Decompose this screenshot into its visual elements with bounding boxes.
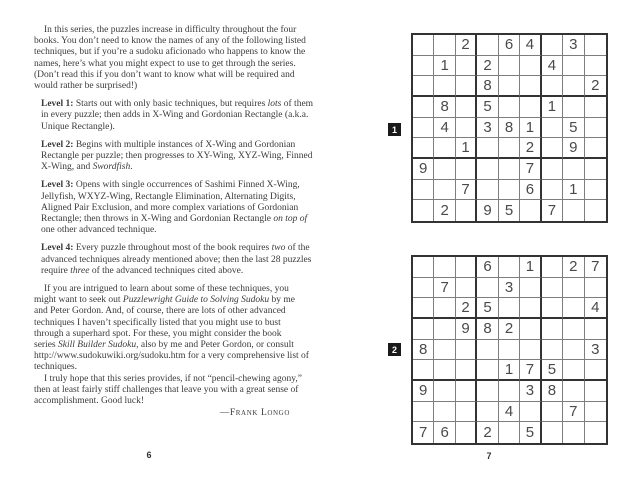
- sudoku-cell: [499, 76, 520, 97]
- sudoku-cell: [542, 422, 563, 443]
- sudoku-cell: [542, 319, 563, 340]
- puzzle-2-label: 2: [388, 343, 401, 356]
- sudoku-cell: 3: [477, 118, 498, 139]
- sudoku-cell: 6: [499, 35, 520, 56]
- sudoku-cell: 5: [477, 97, 498, 118]
- sudoku-cell: 3: [585, 340, 606, 361]
- sudoku-cell: [563, 159, 584, 180]
- sudoku-cell: 8: [413, 340, 434, 361]
- sudoku-cell: 2: [456, 298, 477, 319]
- sudoku-cell: [413, 76, 434, 97]
- sudoku-cell: [434, 298, 455, 319]
- sudoku-cell: 4: [499, 402, 520, 423]
- left-page-text: [34, 25, 322, 420]
- sudoku-cell: [434, 138, 455, 159]
- sudoku-cell: [520, 402, 541, 423]
- sudoku-cell: [499, 340, 520, 361]
- sudoku-cell: [542, 340, 563, 361]
- sudoku-cell: [434, 35, 455, 56]
- sudoku-cell: [585, 138, 606, 159]
- sudoku-cell: [563, 422, 584, 443]
- sudoku-cell: 5: [520, 422, 541, 443]
- sudoku-cell: 1: [520, 257, 541, 278]
- sudoku-cell: [499, 257, 520, 278]
- sudoku-cell: [499, 159, 520, 180]
- level-2-paragraph: Level 2: Begins with multiple instances of X-Wing and Gordonian Rectangle per puzzle; then progresses to XY-Wing, XYZ-Wing, Finned X-Wing, and Swordfish.: [41, 139, 313, 173]
- sudoku-cell: [456, 159, 477, 180]
- sudoku-cell: [542, 35, 563, 56]
- sudoku-cell: [413, 56, 434, 77]
- sudoku-cell: [413, 257, 434, 278]
- sudoku-cell: [477, 381, 498, 402]
- sudoku-cell: [563, 298, 584, 319]
- sudoku-cell: [542, 257, 563, 278]
- sudoku-cell: [413, 402, 434, 423]
- sudoku-cell: [563, 56, 584, 77]
- sudoku-cell: 7: [520, 159, 541, 180]
- level-1-paragraph: Level 1: Starts out with only basic techniques, but requires lots of them in every puzzle; then adds in X-Wing and Gordonian Rectangle (a.k.a. Unique Rectangle).: [41, 99, 314, 132]
- sudoku-cell: [542, 118, 563, 139]
- sudoku-cell: [585, 381, 606, 402]
- sudoku-cell: [434, 257, 455, 278]
- sudoku-cell: 9: [563, 138, 584, 159]
- sudoku-cell: [434, 159, 455, 180]
- sudoku-cell: [542, 159, 563, 180]
- sudoku-cell: [477, 159, 498, 180]
- sudoku-cell: 1: [456, 138, 477, 159]
- sudoku-cell: [585, 278, 606, 299]
- sudoku-cell: 4: [585, 298, 606, 319]
- sudoku-cell: 2: [499, 319, 520, 340]
- sudoku-cell: [520, 76, 541, 97]
- sudoku-cell: [456, 422, 477, 443]
- sudoku-cell: [585, 56, 606, 77]
- sudoku-cell: 9: [413, 159, 434, 180]
- sudoku-cell: 8: [477, 319, 498, 340]
- sudoku-cell: [585, 422, 606, 443]
- sudoku-cell: [499, 381, 520, 402]
- sudoku-cell: 2: [477, 422, 498, 443]
- sudoku-cell: [456, 56, 477, 77]
- sudoku-cell: [542, 76, 563, 97]
- sudoku-cell: [477, 340, 498, 361]
- sudoku-cell: [456, 76, 477, 97]
- sudoku-cell: 7: [563, 402, 584, 423]
- sudoku-cell: [563, 319, 584, 340]
- sudoku-cell: 9: [413, 381, 434, 402]
- sudoku-cell: [542, 138, 563, 159]
- sudoku-cell: [456, 340, 477, 361]
- sudoku-cell: [520, 56, 541, 77]
- sudoku-cell: 4: [520, 35, 541, 56]
- sudoku-cell: [434, 381, 455, 402]
- resources-paragraph: If you are intrigued to learn about some of these techniques, you might want to seek out Puzzlewright Guide to Solving Sudoku by me and Peter Gordon. And, of course, there are lots of other advanced techniques I haven’t specifically listed that you might use to bust through a superhard spot. For these, you might consider the book series Skill Builder Sudoku, also by me and Peter Gordon, or consult http://www.sudokuwiki.org/sudoku.htm for a very comprehensive list of techniques.: [34, 284, 309, 373]
- sudoku-cell: [413, 360, 434, 381]
- sudoku-cell: [585, 200, 606, 221]
- sudoku-cell: 1: [499, 360, 520, 381]
- sudoku-cell: 6: [477, 257, 498, 278]
- sudoku-cell: [477, 402, 498, 423]
- sudoku-cell: [499, 97, 520, 118]
- sudoku-cell: [499, 422, 520, 443]
- sudoku-cell: [499, 56, 520, 77]
- sudoku-cell: 8: [499, 118, 520, 139]
- sudoku-cell: [477, 360, 498, 381]
- sudoku-cell: 6: [434, 422, 455, 443]
- sudoku-cell: [456, 97, 477, 118]
- sudoku-cell: 1: [563, 180, 584, 201]
- sudoku-cell: 2: [456, 35, 477, 56]
- sudoku-cell: [585, 159, 606, 180]
- sudoku-cell: [434, 340, 455, 361]
- sudoku-cell: [563, 381, 584, 402]
- sudoku-cell: 3: [563, 35, 584, 56]
- sudoku-cell: 2: [477, 56, 498, 77]
- sudoku-cell: 4: [542, 56, 563, 77]
- sudoku-cell: [413, 118, 434, 139]
- sudoku-cell: 5: [477, 298, 498, 319]
- sudoku-cell: [434, 402, 455, 423]
- page-number-left: 6: [146, 450, 152, 460]
- page-number-right: 7: [486, 451, 492, 461]
- sudoku-cell: [434, 319, 455, 340]
- sudoku-cell: 7: [585, 257, 606, 278]
- level-3-paragraph: Level 3: Opens with single occurrences of Sashimi Finned X-Wing, Jellyfish, WXYZ-Wing, Rectangle Elimination, Alternating Digits, Aligned Pair Exclusion, and more complex variations of Gordonian Rectangle; then throws in X-Wing and Gordonian Rectangle on top of one other advanced technique.: [41, 180, 308, 236]
- sudoku-cell: 2: [563, 257, 584, 278]
- sudoku-cell: [520, 298, 541, 319]
- sudoku-cell: [477, 180, 498, 201]
- sudoku-cell: [585, 180, 606, 201]
- sudoku-cell: [413, 319, 434, 340]
- sudoku-cell: [456, 257, 477, 278]
- sudoku-cell: [563, 360, 584, 381]
- sudoku-cell: [456, 118, 477, 139]
- sudoku-cell: 1: [434, 56, 455, 77]
- sudoku-cell: [413, 35, 434, 56]
- sudoku-cell: [413, 180, 434, 201]
- level-4-paragraph: Level 4: Every puzzle throughout most of the book requires two of the advanced techniques already mentioned above; then the last 28 puzzles require three of the advanced techniques cited above.: [41, 243, 312, 276]
- sudoku-cell: 1: [520, 118, 541, 139]
- sudoku-cell: [413, 97, 434, 118]
- closing-paragraph: I truly hope that this series provides, if not “pencil-chewing agony,” then at least fairly stiff challenges that leave you with a great sense of accomplishment. Good luck!: [34, 373, 302, 407]
- sudoku-cell: [413, 298, 434, 319]
- sudoku-cell: 5: [542, 360, 563, 381]
- sudoku-cell: [563, 200, 584, 221]
- sudoku-cell: [434, 76, 455, 97]
- sudoku-cell: [585, 319, 606, 340]
- sudoku-cell: [563, 97, 584, 118]
- sudoku-cell: [585, 97, 606, 118]
- sudoku-cell: [499, 138, 520, 159]
- sudoku-cell: 9: [477, 200, 498, 221]
- sudoku-cell: [499, 180, 520, 201]
- sudoku-cell: 8: [477, 76, 498, 97]
- sudoku-cell: [520, 278, 541, 299]
- sudoku-cell: 9: [456, 319, 477, 340]
- sudoku-cell: [456, 200, 477, 221]
- sudoku-cell: [542, 180, 563, 201]
- sudoku-cell: [477, 278, 498, 299]
- sudoku-cell: [520, 340, 541, 361]
- sudoku-cell: 4: [434, 118, 455, 139]
- sudoku-cell: [413, 200, 434, 221]
- intro-paragraph: In this series, the puzzles increase in difficulty throughout the four books. You don’t need to know the names of any of the following listed techniques, but if you’re a sudoku aficionado who happens to know the names, here’s what you might expect to use to get through the series. (Don’t read this if you don’t want to know what will be required and would rather be surprised!): [34, 25, 306, 92]
- sudoku-cell: 2: [520, 138, 541, 159]
- sudoku-cell: 3: [520, 381, 541, 402]
- sudoku-cell: 6: [520, 180, 541, 201]
- sudoku-cell: [563, 278, 584, 299]
- sudoku-cell: [413, 278, 434, 299]
- sudoku-cell: 7: [542, 200, 563, 221]
- sudoku-cell: [542, 278, 563, 299]
- sudoku-cell: [434, 360, 455, 381]
- sudoku-cell: 7: [520, 360, 541, 381]
- sudoku-cell: 3: [499, 278, 520, 299]
- sudoku-cell: [585, 402, 606, 423]
- sudoku-cell: [542, 402, 563, 423]
- sudoku-cell: 2: [434, 200, 455, 221]
- sudoku-cell: [456, 278, 477, 299]
- sudoku-cell: [456, 360, 477, 381]
- sudoku-cell: 5: [499, 200, 520, 221]
- sudoku-cell: 2: [585, 76, 606, 97]
- sudoku-cell: [456, 381, 477, 402]
- sudoku-cell: [434, 180, 455, 201]
- puzzle-1-label: 1: [388, 123, 401, 136]
- sudoku-cell: [477, 35, 498, 56]
- sudoku-cell: 8: [434, 97, 455, 118]
- sudoku-cell: [563, 76, 584, 97]
- puzzle-1-grid: [411, 33, 608, 223]
- sudoku-cell: [520, 200, 541, 221]
- sudoku-cell: [520, 97, 541, 118]
- sudoku-cell: 5: [563, 118, 584, 139]
- sudoku-cell: [520, 319, 541, 340]
- sudoku-cell: [477, 138, 498, 159]
- sudoku-cell: [542, 298, 563, 319]
- sudoku-cell: 1: [542, 97, 563, 118]
- sudoku-cell: 7: [456, 180, 477, 201]
- puzzle-2-grid: [411, 255, 608, 445]
- sudoku-cell: [585, 118, 606, 139]
- sudoku-cell: [585, 35, 606, 56]
- sudoku-cell: [413, 138, 434, 159]
- sudoku-cell: [456, 402, 477, 423]
- author-signature: —Frank Longo: [219, 408, 290, 419]
- sudoku-cell: [499, 298, 520, 319]
- sudoku-cell: [585, 360, 606, 381]
- sudoku-cell: 7: [413, 422, 434, 443]
- sudoku-cell: 8: [542, 381, 563, 402]
- sudoku-cell: [563, 340, 584, 361]
- sudoku-cell: 7: [434, 278, 455, 299]
